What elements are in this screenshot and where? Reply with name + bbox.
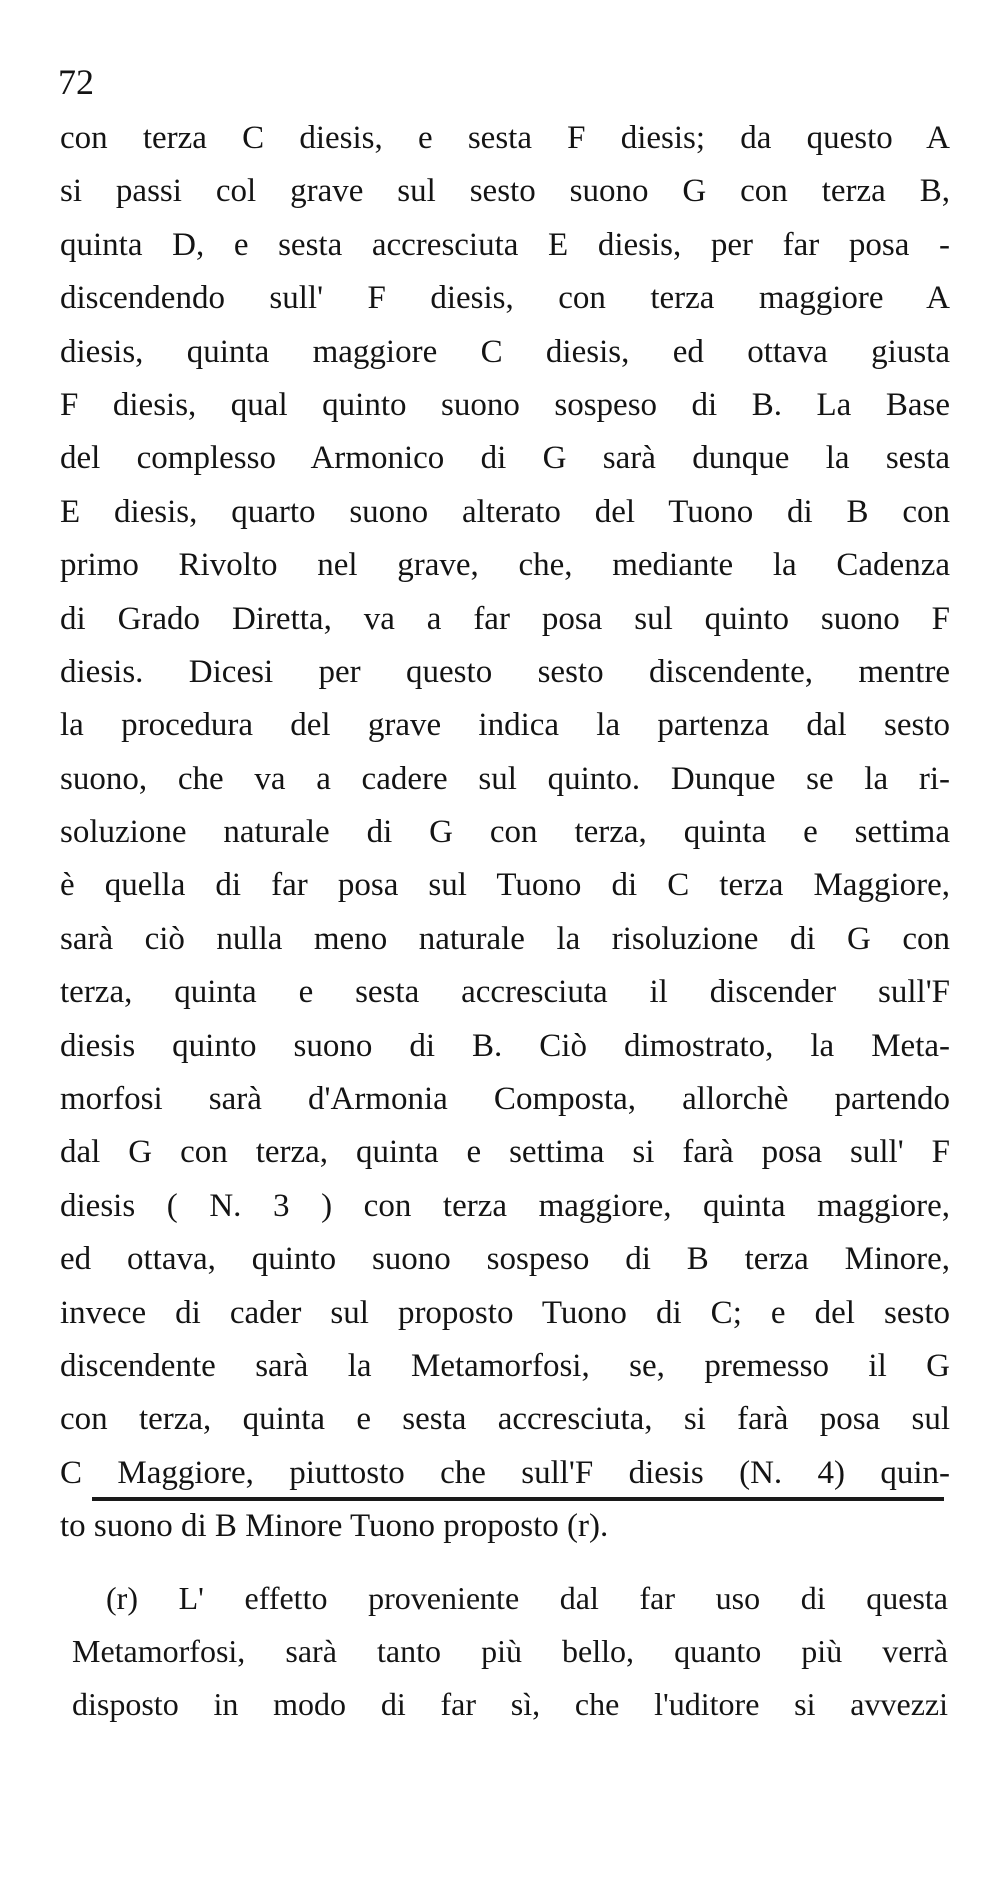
footnote-line: disposto in modo di far sì, che l'uditore si avvezzi — [72, 1686, 948, 1722]
text-line: diesis. Dicesi per questo sesto discendente, mentre — [60, 653, 950, 690]
text-line: terza, quinta e sesta accresciuta il discender sull'F — [60, 974, 950, 1011]
footnote — [72, 1572, 948, 1731]
text-line: invece di cader sul proposto Tuono di C; e del sesto — [60, 1294, 950, 1331]
text-line: F diesis, qual quinto suono sospeso di B. La Base — [60, 386, 950, 423]
page-number: 72 — [58, 62, 94, 102]
text-line: C Maggiore, piuttosto che sull'F diesis (N. 4) quin- — [60, 1454, 950, 1491]
footnote-line: (r) L' effetto proveniente dal far uso di questa — [106, 1580, 948, 1616]
footnote-line: Metamorfosi, sarà tanto più bello, quanto più verrà — [72, 1633, 948, 1669]
text-line: con terza, quinta e sesta accresciuta, si farà posa sul — [60, 1401, 950, 1438]
text-line: diesis, quinta maggiore C diesis, ed ottava giusta — [60, 333, 950, 370]
text-line: con terza C diesis, e sesta F diesis; da questo A — [60, 120, 950, 156]
footnote-divider — [92, 1497, 944, 1501]
text-line: ed ottava, quinto suono sospeso di B terza Minore, — [60, 1241, 950, 1278]
text-line: suono, che va a cadere sul quinto. Dunque se la ri- — [60, 760, 950, 797]
text-line: dal G con terza, quinta e settima si farà posa sull' F — [60, 1134, 950, 1171]
text-line: sarà ciò nulla meno naturale la risoluzione di G con — [60, 920, 950, 957]
text-line: di Grado Diretta, va a far posa sul quinto suono F — [60, 600, 950, 637]
text-line: si passi col grave sul sesto suono G con terza B, — [60, 173, 950, 210]
text-line: è quella di far posa sul Tuono di C terza Maggiore, — [60, 867, 950, 904]
main-text — [60, 112, 950, 1554]
text-line: diesis quinto suono di B. Ciò dimostrato, la Meta- — [60, 1027, 950, 1064]
text-line: la procedura del grave indica la partenza dal sesto — [60, 707, 950, 744]
text-line: soluzione naturale di G con terza, quinta e settima — [60, 814, 950, 851]
text-line: quinta D, e sesta accresciuta E diesis, per far posa - — [60, 226, 950, 263]
text-line: primo Rivolto nel grave, che, mediante la Cadenza — [60, 547, 950, 584]
text-line-last: to suono di B Minore Tuono proposto (r). — [60, 1508, 609, 1545]
text-line: discendente sarà la Metamorfosi, se, premesso il G — [60, 1347, 950, 1384]
text-line: diesis ( N. 3 ) con terza maggiore, quinta maggiore, — [60, 1187, 950, 1224]
text-line: E diesis, quarto suono alterato del Tuono di B con — [60, 493, 950, 530]
text-line: del complesso Armonico di G sarà dunque la sesta — [60, 440, 950, 477]
text-line: morfosi sarà d'Armonia Composta, allorchè partendo — [60, 1081, 950, 1118]
text-line: discendendo sull' F diesis, con terza maggiore A — [60, 280, 950, 317]
